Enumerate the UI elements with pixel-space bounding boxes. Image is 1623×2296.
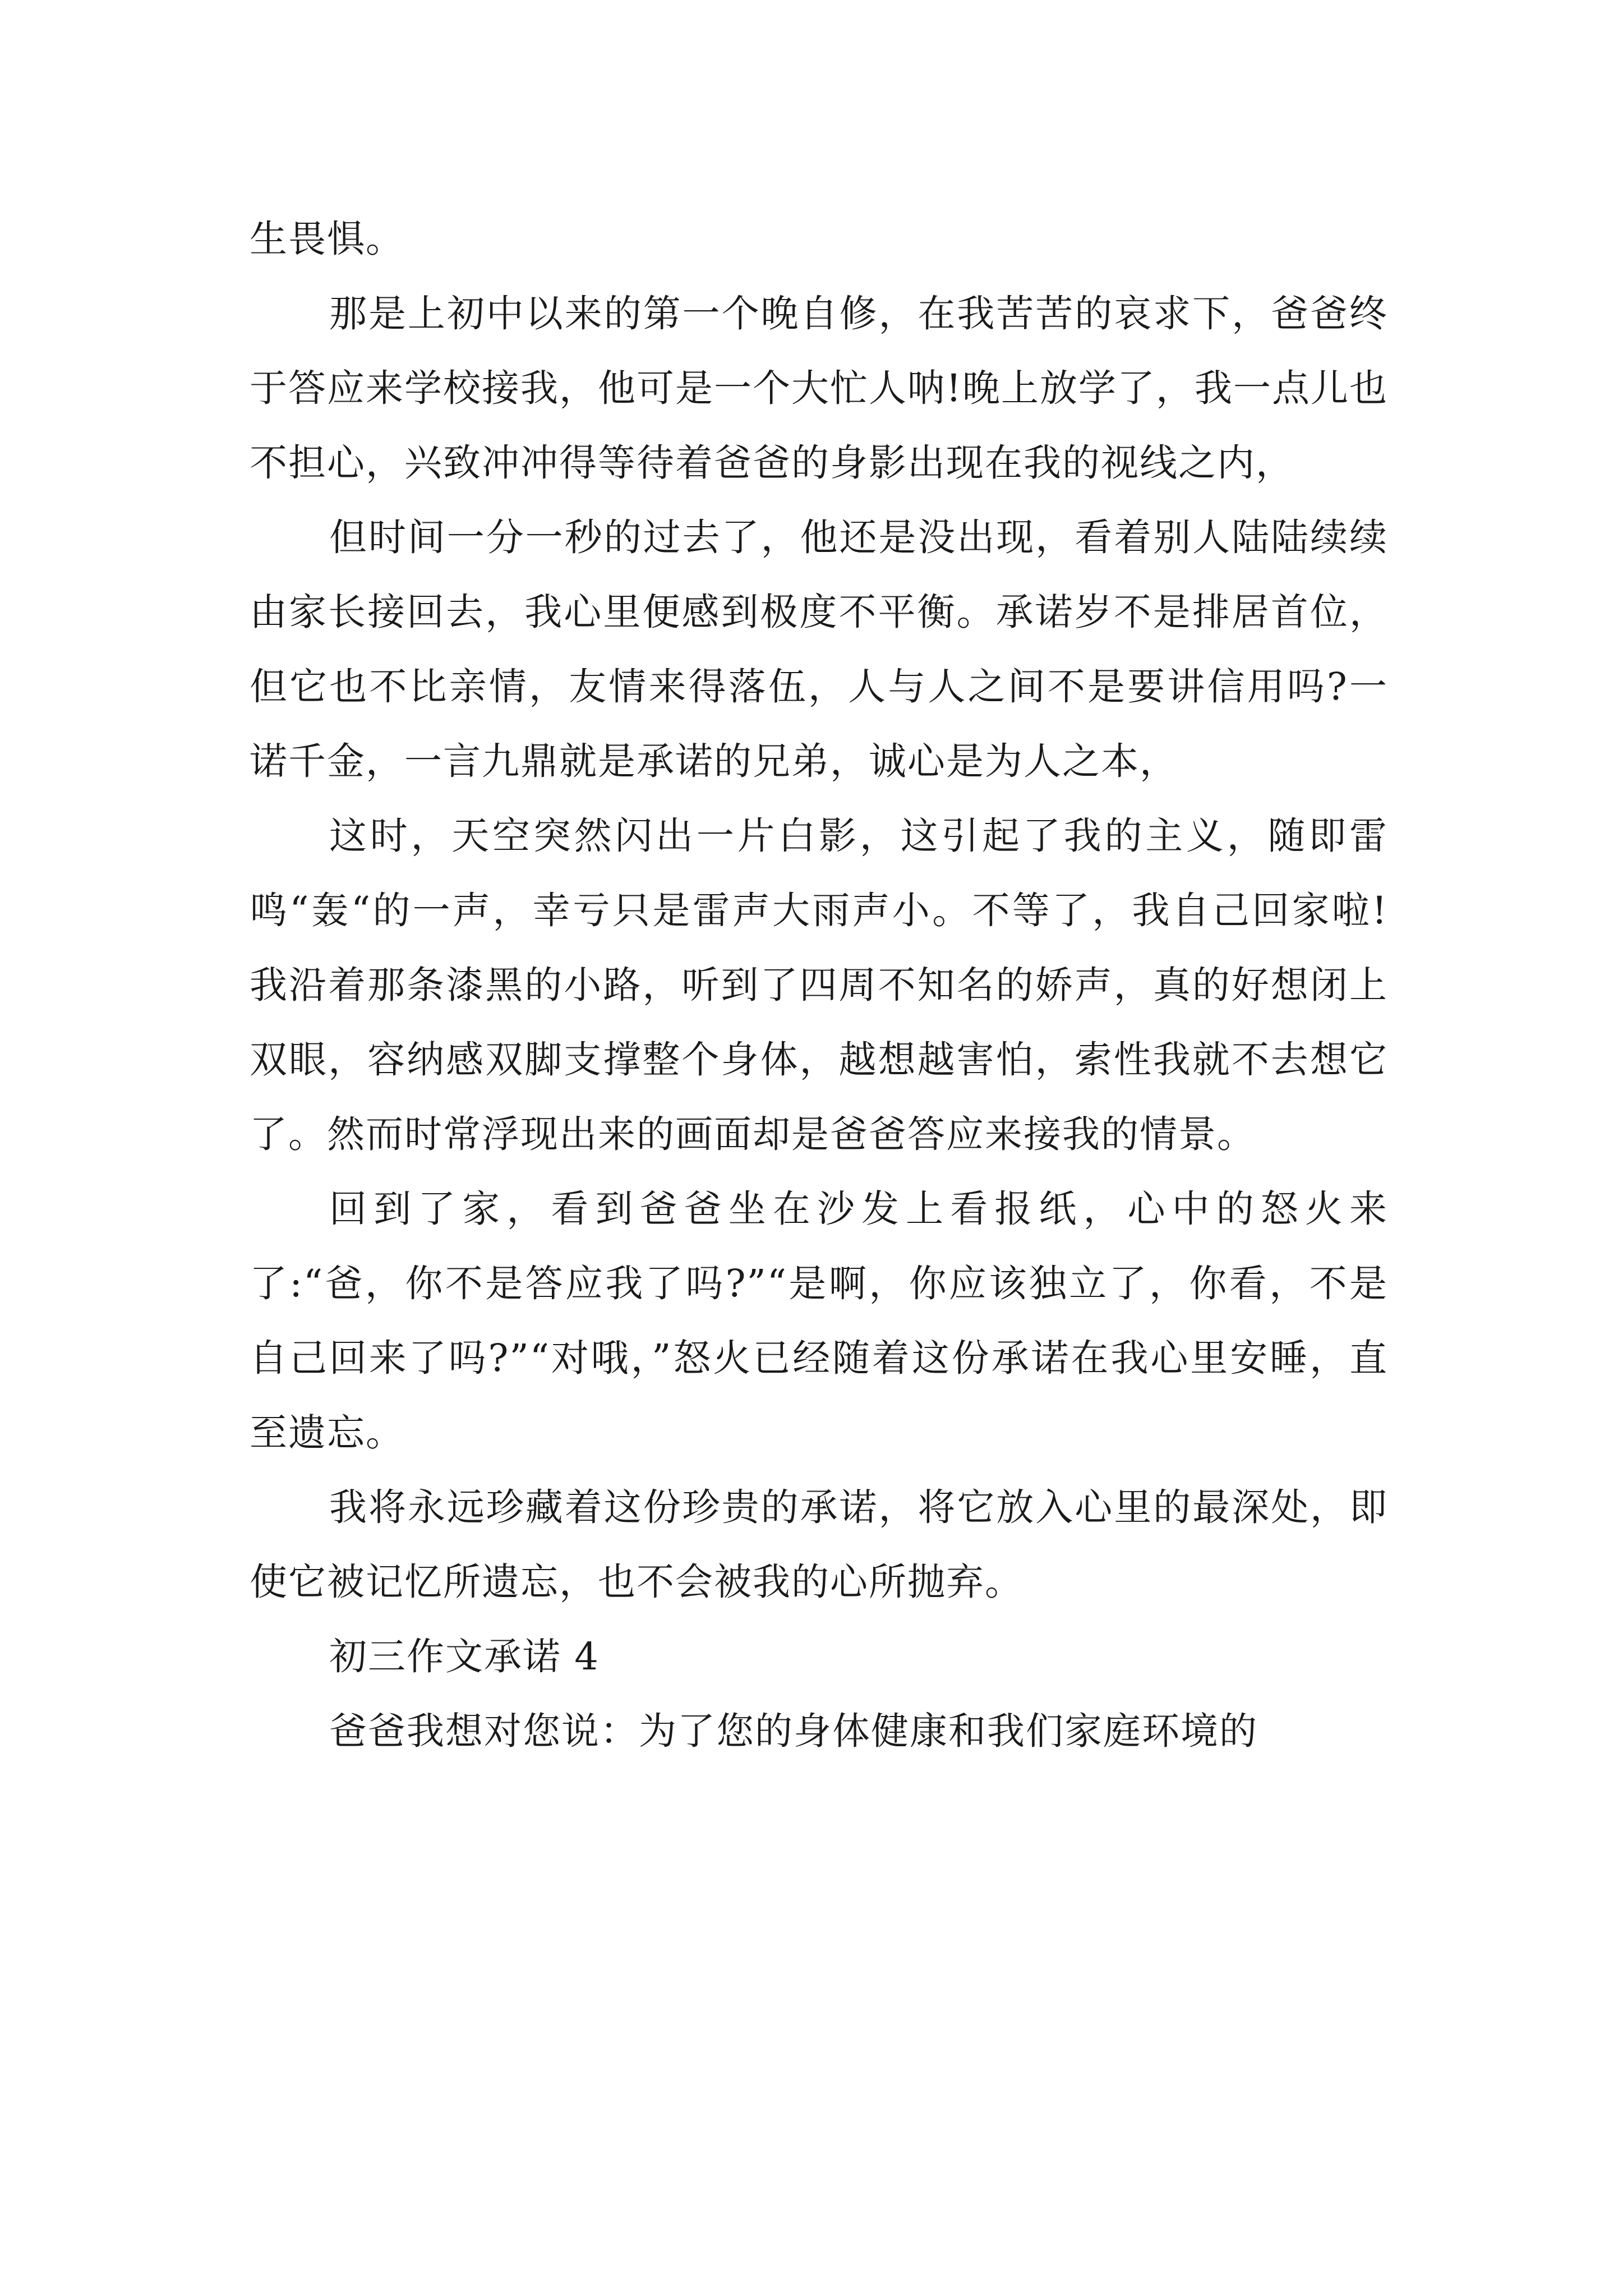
paragraph-2: 那是上初中以来的第一个晚自修，在我苦苦的哀求下，爸爸终于答应来学校接我，他可是一个大忙人呐!晚上放学了，我一点儿也不担心，兴致冲冲得等待着爸爸的身影出现在我的视线之内，	[250, 292, 1388, 485]
paragraph-4: 这时，天空突然闪出一片白影，这引起了我的主义，随即雷鸣“轰“的一声，幸亏只是雷声大雨声小。不等了，我自己回家啦!我沿着那条漆黑的小路，听到了四周不知名的娇声，真的好想闭上双眼，容纳感双脚支撑整个身体，越想越害怕，索性我就不去想它了。然而时常浮现出来的画面却是爸爸答应来接我的情景。	[250, 814, 1388, 1156]
paragraph-1: 生畏惧。	[250, 217, 404, 261]
paragraph-3: 但时间一分一秒的过去了，他还是没出现，看着别人陆陆续续由家长接回去，我心里便感到极度不平衡。承诺岁不是排居首位，但它也不比亲情，友情来得落伍，人与人之间不是要讲信用吗?一诺千金，一言九鼎就是承诺的兄弟，诚心是为人之本，	[250, 516, 1388, 783]
section-heading: 初三作文承诺 4	[329, 1635, 600, 1678]
paragraph-7: 爸爸我想对您说：为了您的身体健康和我们家庭环境的	[329, 1709, 1258, 1753]
paragraph-5: 回到了家，看到爸爸坐在沙发上看报纸，心中的怒火来了:“爸，你不是答应我了吗?”“是啊，你应该独立了，你看，不是自己回来了吗?”“对哦，”怒火已经随着这份承诺在我心里安睡，直至遗忘。	[250, 1187, 1388, 1455]
body-text	[250, 202, 1388, 1769]
paragraph-6: 我将永远珍藏着这份珍贵的承诺，将它放入心里的最深处，即使它被记忆所遗忘，也不会被我的心所抛弃。	[250, 1485, 1388, 1604]
